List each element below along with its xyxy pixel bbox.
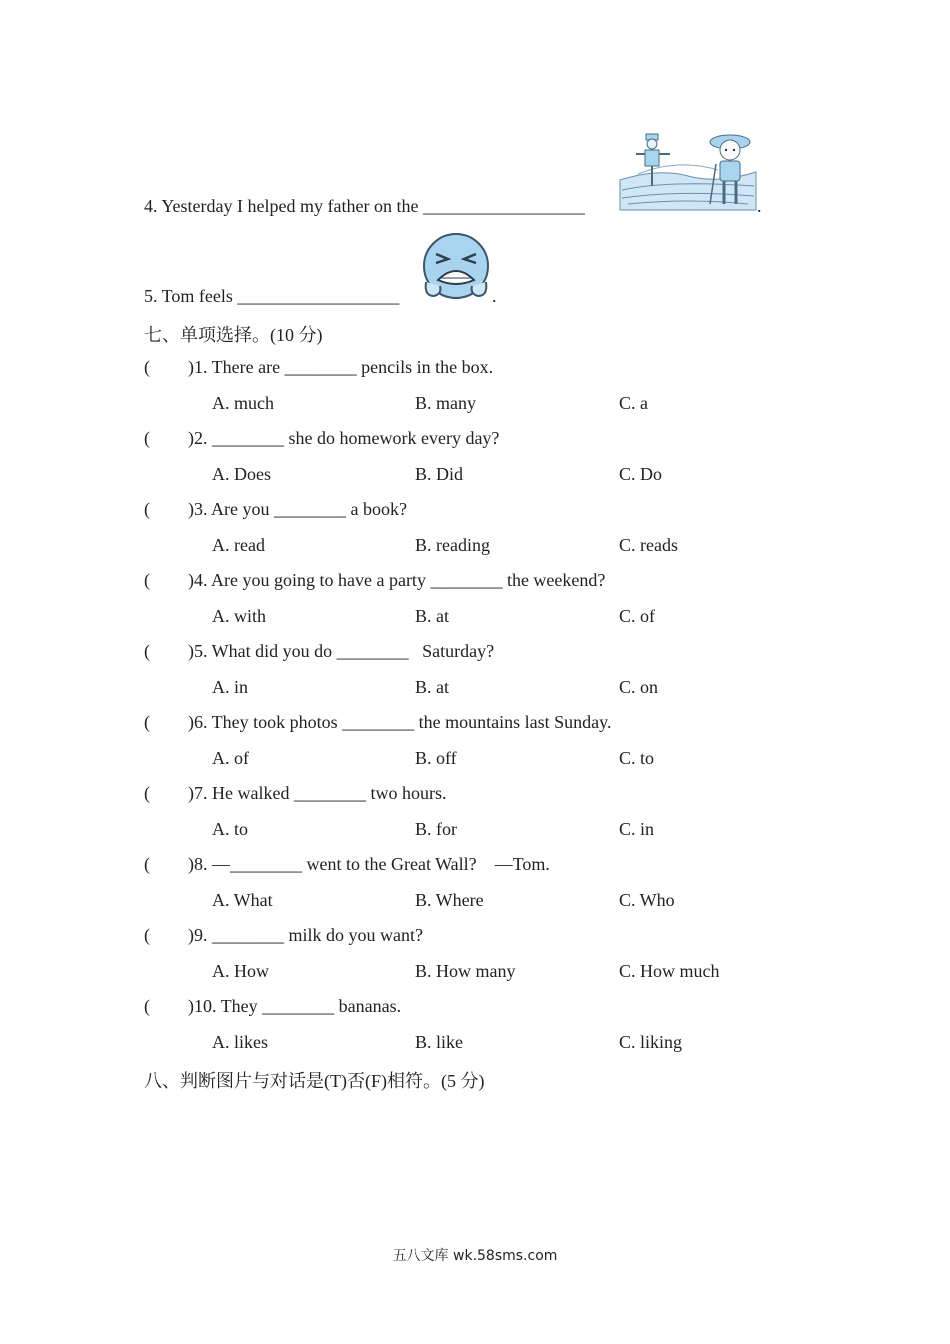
option-c: C. Do (619, 464, 663, 484)
question-row (144, 925, 423, 946)
answer-blank[interactable]: ( (144, 925, 150, 945)
question-stem: )4. Are you going to have a party ________ the weekend? (188, 570, 606, 590)
section-7-heading: 七、单项选择。(10 分) (144, 325, 323, 345)
option-c: C. in (619, 819, 655, 839)
crying-face-icon (420, 232, 492, 304)
question-row (144, 499, 407, 520)
option-b: B. many (415, 393, 476, 413)
answer-blank[interactable]: ( (144, 712, 150, 732)
option-c: C. Who (619, 890, 675, 910)
option-b: B. at (415, 606, 449, 626)
option-c: C. on (619, 677, 659, 697)
question-row (144, 357, 493, 378)
answer-blank[interactable]: ( (144, 854, 150, 874)
question-stem: )3. Are you ________ a book? (188, 499, 407, 519)
option-b: B. at (415, 677, 449, 697)
question-stem: )6. They took photos ________ the mountains last Sunday. (188, 712, 612, 732)
page-footer: 五八文库 wk.58sms.com (392, 1248, 558, 1264)
option-a: A. likes (212, 1032, 268, 1052)
question-stem: )10. They ________ bananas. (188, 996, 402, 1016)
option-b: B. reading (415, 535, 490, 555)
question-row (144, 641, 494, 662)
option-b: B. for (415, 819, 457, 839)
option-a: A. with (212, 606, 266, 626)
option-c: C. reads (619, 535, 678, 555)
option-b: B. How many (415, 961, 516, 981)
question-stem: )7. He walked ________ two hours. (188, 783, 447, 803)
answer-blank[interactable]: ( (144, 783, 150, 803)
fill-in-question-5 (144, 286, 399, 307)
question-row (144, 854, 550, 875)
question-row (144, 570, 605, 591)
question-row (144, 996, 401, 1017)
question-5-period: . (492, 286, 497, 306)
fill-in-question-4 (144, 196, 585, 217)
option-c: C. to (619, 748, 655, 768)
answer-blank[interactable]: ( (144, 570, 150, 590)
option-c: C. a (619, 393, 648, 413)
option-b: B. Where (415, 890, 484, 910)
question-5-text: 5. Tom feels __________________ (144, 286, 400, 306)
question-stem: )8. —________ went to the Great Wall? —Tom. (188, 854, 550, 874)
option-a: A. to (212, 819, 248, 839)
option-c: C. of (619, 606, 655, 626)
option-a: A. What (212, 890, 273, 910)
answer-blank[interactable]: ( (144, 996, 150, 1016)
question-4-period: . (757, 196, 762, 216)
option-c: C. How much (619, 961, 720, 981)
option-a: A. in (212, 677, 248, 697)
farm-scarecrow-illustration (618, 128, 758, 212)
question-stem: )2. ________ she do homework every day? (188, 428, 500, 448)
option-b: B. off (415, 748, 457, 768)
option-a: A. How (212, 961, 269, 981)
option-a: A. much (212, 393, 274, 413)
answer-blank[interactable]: ( (144, 641, 150, 661)
option-b: B. like (415, 1032, 463, 1052)
answer-blank[interactable]: ( (144, 428, 150, 448)
section-8-heading: 八、判断图片与对话是(T)否(F)相符。(5 分) (144, 1071, 485, 1091)
question-row (144, 712, 611, 733)
option-b: B. Did (415, 464, 464, 484)
answer-blank[interactable]: ( (144, 499, 150, 519)
question-stem: )5. What did you do ________ Saturday? (188, 641, 495, 661)
question-row (144, 783, 446, 804)
question-stem: )1. There are ________ pencils in the box. (188, 357, 494, 377)
question-stem: )9. ________ milk do you want? (188, 925, 423, 945)
option-a: A. Does (212, 464, 271, 484)
option-a: A. read (212, 535, 265, 555)
question-4-text: 4. Yesterday I helped my father on the __________________ (144, 196, 585, 216)
option-c: C. liking (619, 1032, 683, 1052)
question-row (144, 428, 499, 449)
option-a: A. of (212, 748, 249, 768)
answer-blank[interactable]: ( (144, 357, 150, 377)
